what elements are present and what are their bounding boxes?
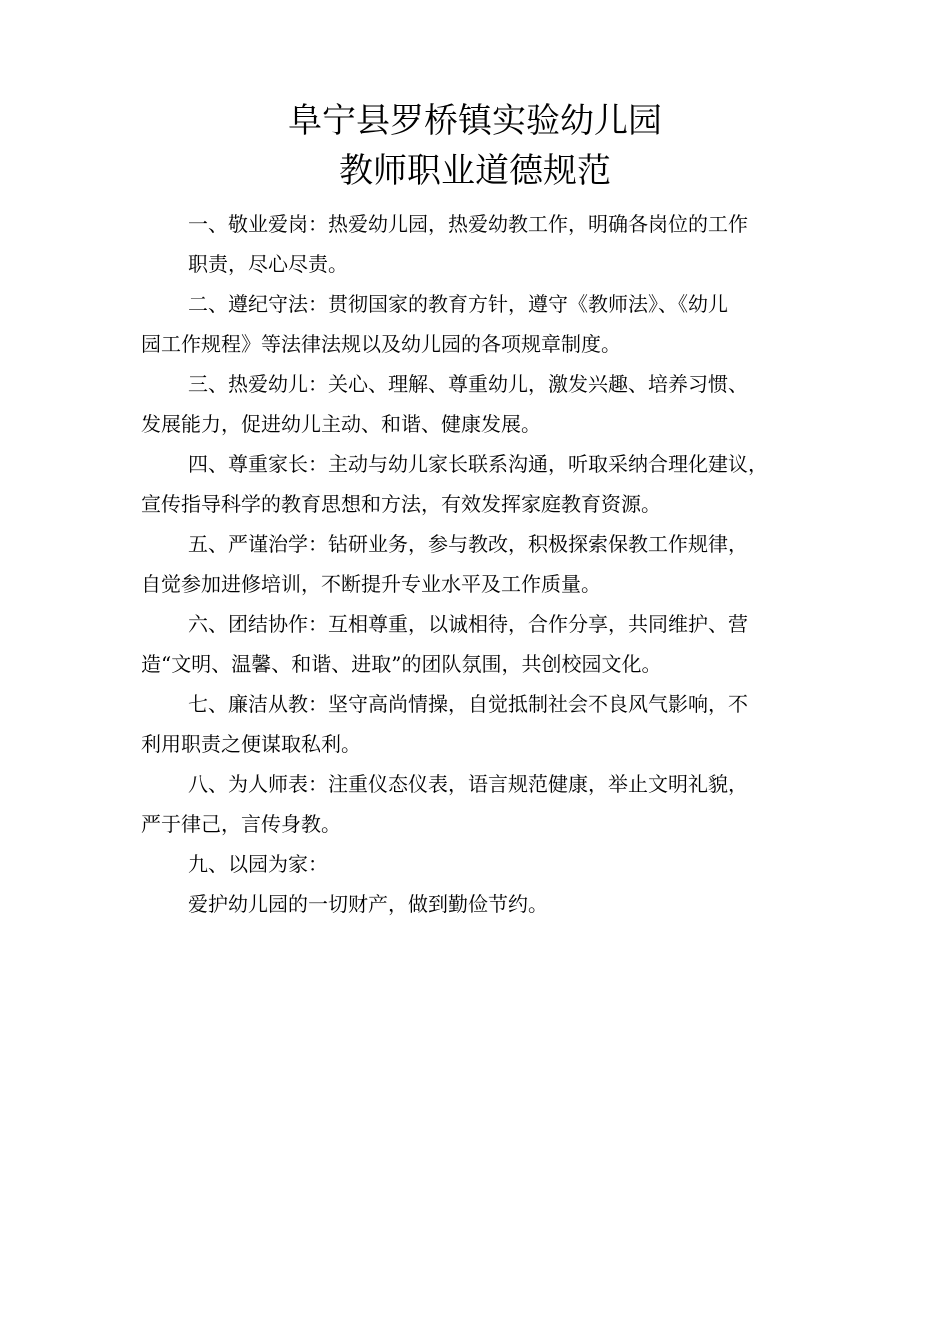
- item-9-line-1: 九、以园为家：: [188, 852, 328, 876]
- item-4-line-2: 宣传指导科学的教育思想和方法，有效发挥家庭教育资源。: [141, 492, 661, 516]
- item-1-line-2: 职责，尽心尽责。: [188, 252, 348, 276]
- item-5-line-1: 五、严谨治学：钻研业务，参与教改，积极探索保教工作规律，: [188, 532, 748, 556]
- item-3-line-2: 发展能力，促进幼儿主动、和谐、健康发展。: [141, 412, 541, 436]
- item-6-line-2: 造“文明、温馨、和谐、进取”的团队氛围，共创校园文化。: [141, 652, 662, 676]
- item-5-line-2: 自觉参加进修培训，不断提升专业水平及工作质量。: [141, 572, 601, 596]
- item-1: [141, 204, 831, 284]
- document-body: [141, 204, 831, 924]
- item-8-line-1: 八、为人师表：注重仪态仪表，语言规范健康，举止文明礼貌，: [188, 772, 748, 796]
- title-line-1: 阜宁县罗桥镇实验幼儿园: [288, 101, 662, 141]
- item-9: [141, 844, 831, 924]
- item-4: [141, 444, 831, 524]
- item-3-line-1: 三、热爱幼儿：关心、理解、尊重幼儿，激发兴趣、培养习惯、: [188, 372, 748, 396]
- item-5: [141, 524, 831, 604]
- item-7-line-1: 七、廉洁从教：坚守高尚情操，自觉抵制社会不良风气影响，不: [188, 692, 748, 716]
- item-7-line-2: 利用职责之便谋取私利。: [141, 732, 361, 756]
- item-2-line-1: 二、遵纪守法：贯彻国家的教育方针，遵守《教师法》、《幼儿: [188, 292, 728, 316]
- item-7: [141, 684, 831, 764]
- item-6-line-1: 六、团结协作：互相尊重，以诚相待，合作分享，共同维护、营: [188, 612, 748, 636]
- document-title: [0, 96, 950, 196]
- item-4-line-1: 四、尊重家长：主动与幼儿家长联系沟通，听取采纳合理化建议，: [188, 452, 768, 476]
- item-3: [141, 364, 831, 444]
- item-6: [141, 604, 831, 684]
- item-8: [141, 764, 831, 844]
- item-1-line-1: 一、敬业爱岗：热爱幼儿园，热爱幼教工作，明确各岗位的工作: [188, 212, 748, 236]
- item-9-line-2: 爱护幼儿园的一切财产，做到勤俭节约。: [188, 892, 548, 916]
- item-2-line-2: 园工作规程》等法律法规以及幼儿园的各项规章制度。: [141, 332, 621, 356]
- item-8-line-2: 严于律己，言传身教。: [141, 812, 341, 836]
- title-line-2: 教师职业道德规范: [339, 151, 611, 191]
- item-2: [141, 284, 831, 364]
